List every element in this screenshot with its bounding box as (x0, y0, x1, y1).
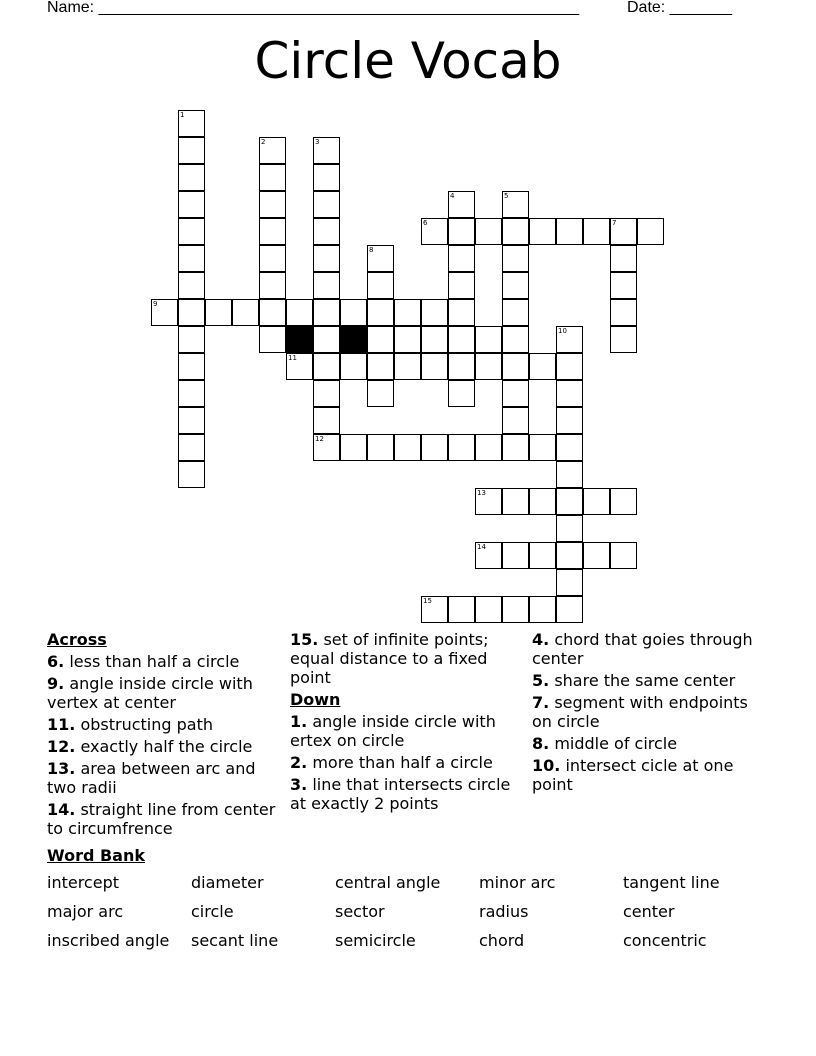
word-bank-heading: Word Bank (47, 846, 146, 865)
clue-number-label: 7 (612, 219, 617, 227)
clue-down-3 (290, 775, 525, 813)
grid-cell[interactable] (313, 218, 340, 245)
grid-cell[interactable] (421, 218, 448, 245)
grid-cell[interactable] (502, 407, 529, 434)
grid-cell[interactable] (232, 299, 259, 326)
clue-text: chord that goies through center (532, 630, 753, 668)
clue-text: middle of circle (554, 734, 678, 753)
word-bank-item: semicircle (335, 931, 416, 950)
grid-cell[interactable] (367, 272, 394, 299)
grid-cell[interactable] (556, 326, 583, 353)
grid-cell[interactable] (529, 596, 556, 623)
grid-cell[interactable] (313, 434, 340, 461)
grid-cell[interactable] (421, 434, 448, 461)
grid-cell[interactable] (475, 488, 502, 515)
clue-number: 9. (47, 674, 65, 693)
grid-cell[interactable] (259, 299, 286, 326)
grid-cell[interactable] (556, 218, 583, 245)
clue-number: 3. (290, 775, 308, 794)
grid-cell[interactable] (394, 434, 421, 461)
grid-cell[interactable] (529, 218, 556, 245)
grid-cell[interactable] (448, 218, 475, 245)
clue-across-12 (47, 737, 282, 756)
grid-cell[interactable] (421, 299, 448, 326)
clue-across-14 (47, 800, 282, 838)
grid-cell[interactable] (367, 245, 394, 272)
grid-cell[interactable] (205, 299, 232, 326)
grid-cell[interactable] (556, 461, 583, 488)
word-bank-item: circle (191, 902, 234, 921)
grid-cell[interactable] (286, 353, 313, 380)
clue-number: 8. (532, 734, 550, 753)
grid-cell[interactable] (151, 299, 178, 326)
grid-cell[interactable] (367, 326, 394, 353)
clue-text: more than half a circle (312, 753, 493, 772)
clue-number-label: 3 (315, 138, 320, 146)
grid-cell[interactable] (556, 515, 583, 542)
grid-cell[interactable] (502, 191, 529, 218)
grid-cell[interactable] (178, 461, 205, 488)
word-bank-item: intercept (47, 873, 119, 892)
down-heading: Down (290, 690, 341, 709)
grid-cell[interactable] (367, 299, 394, 326)
word-bank-item: concentric (623, 931, 707, 950)
grid-cell[interactable] (259, 272, 286, 299)
grid-cell[interactable] (394, 353, 421, 380)
clue-number-label: 11 (288, 354, 297, 362)
clue-number-label: 8 (369, 246, 374, 254)
clue-number: 14. (47, 800, 76, 819)
grid-cell[interactable] (637, 218, 664, 245)
grid-cell[interactable] (610, 218, 637, 245)
grid-cell[interactable] (556, 353, 583, 380)
grid-cell[interactable] (610, 488, 637, 515)
grid-cell[interactable] (502, 542, 529, 569)
grid-cell[interactable] (529, 353, 556, 380)
clue-text: line that intersects circle at exactly 2 points (290, 775, 511, 813)
grid-cell[interactable] (556, 488, 583, 515)
grid-cell[interactable] (448, 191, 475, 218)
grid-cell[interactable] (178, 299, 205, 326)
grid-cell[interactable] (421, 353, 448, 380)
word-bank-item: chord (479, 931, 525, 950)
grid-cell[interactable] (529, 434, 556, 461)
grid-cell[interactable] (448, 272, 475, 299)
clue-text: angle inside circle with vertex at center (47, 674, 253, 712)
grid-cell[interactable] (178, 434, 205, 461)
clue-across-13 (47, 759, 282, 797)
grid-cell[interactable] (178, 326, 205, 353)
grid-cell[interactable] (556, 380, 583, 407)
clue-number: 5. (532, 671, 550, 690)
grid-cell[interactable] (178, 380, 205, 407)
clue-number: 10. (532, 756, 561, 775)
word-bank-item: central angle (335, 873, 441, 892)
clue-number: 4. (532, 630, 550, 649)
grid-cell[interactable] (502, 272, 529, 299)
grid-cell[interactable] (178, 164, 205, 191)
clue-column-1 (47, 630, 282, 841)
grid-cell[interactable] (367, 434, 394, 461)
grid-cell[interactable] (313, 353, 340, 380)
grid-cell[interactable] (313, 272, 340, 299)
grid-cell[interactable] (502, 245, 529, 272)
grid-cell[interactable] (259, 164, 286, 191)
grid-cell[interactable] (286, 299, 313, 326)
clue-number: 2. (290, 753, 308, 772)
grid-cell[interactable] (610, 245, 637, 272)
grid-cell[interactable] (259, 218, 286, 245)
clue-across-6 (47, 652, 282, 671)
grid-cell[interactable] (502, 380, 529, 407)
grid-cell[interactable] (259, 326, 286, 353)
grid-cell[interactable] (475, 353, 502, 380)
word-bank-item: tangent line (623, 873, 720, 892)
grid-cell[interactable] (610, 326, 637, 353)
grid-cell[interactable] (610, 272, 637, 299)
grid-cell[interactable] (313, 407, 340, 434)
clue-number-label: 15 (423, 597, 432, 605)
clue-number: 13. (47, 759, 76, 778)
clue-number-label: 10 (558, 327, 567, 335)
grid-cell[interactable] (394, 299, 421, 326)
grid-cell-blocked (340, 326, 367, 353)
word-bank-item: diameter (191, 873, 264, 892)
clue-number: 11. (47, 715, 76, 734)
clue-down-4 (532, 630, 767, 668)
grid-cell[interactable] (475, 596, 502, 623)
clue-number: 15. (290, 630, 319, 649)
grid-cell[interactable] (178, 407, 205, 434)
clue-number-label: 5 (504, 192, 509, 200)
grid-cell[interactable] (178, 272, 205, 299)
clue-number-label: 14 (477, 543, 486, 551)
grid-cell[interactable] (313, 326, 340, 353)
grid-cell[interactable] (502, 596, 529, 623)
clue-text: angle inside circle with ertex on circle (290, 712, 496, 750)
grid-cell[interactable] (475, 326, 502, 353)
grid-cell[interactable] (475, 434, 502, 461)
clue-text: less than half a circle (69, 652, 240, 671)
grid-cell[interactable] (448, 380, 475, 407)
clue-number-label: 12 (315, 435, 324, 443)
grid-cell[interactable] (340, 299, 367, 326)
date-field[interactable]: Date: _______ (627, 0, 732, 16)
clue-number: 6. (47, 652, 65, 671)
clue-text: share the same center (554, 671, 736, 690)
grid-cell[interactable] (529, 542, 556, 569)
grid-cell[interactable] (340, 353, 367, 380)
across-heading: Across (47, 630, 107, 649)
grid-cell[interactable] (367, 380, 394, 407)
clue-text: intersect cicle at one point (532, 756, 734, 794)
grid-cell[interactable] (313, 299, 340, 326)
grid-cell[interactable] (367, 353, 394, 380)
grid-cell[interactable] (421, 596, 448, 623)
grid-cell[interactable] (502, 434, 529, 461)
grid-cell[interactable] (259, 137, 286, 164)
clue-number-label: 4 (450, 192, 455, 200)
grid-cell[interactable] (448, 326, 475, 353)
grid-cell[interactable] (502, 353, 529, 380)
grid-cell[interactable] (583, 218, 610, 245)
word-bank-item: minor arc (479, 873, 556, 892)
grid-cell[interactable] (556, 542, 583, 569)
grid-cell[interactable] (448, 353, 475, 380)
clue-number-label: 2 (261, 138, 266, 146)
grid-cell[interactable] (448, 596, 475, 623)
word-bank-item: major arc (47, 902, 124, 921)
grid-cell[interactable] (448, 245, 475, 272)
grid-cell[interactable] (475, 218, 502, 245)
clue-text: exactly half the circle (80, 737, 253, 756)
grid-cell[interactable] (448, 299, 475, 326)
grid-cell[interactable] (502, 326, 529, 353)
grid-cell[interactable] (502, 299, 529, 326)
grid-cell[interactable] (610, 299, 637, 326)
grid-cell[interactable] (556, 596, 583, 623)
clue-number-label: 1 (180, 111, 185, 119)
grid-cell[interactable] (556, 569, 583, 596)
page-title: Circle Vocab (254, 32, 562, 90)
clue-number-label: 13 (477, 489, 486, 497)
grid-cell[interactable] (313, 380, 340, 407)
grid-cell[interactable] (502, 218, 529, 245)
grid-cell[interactable] (178, 353, 205, 380)
clue-number: 1. (290, 712, 308, 731)
grid-cell[interactable] (178, 110, 205, 137)
clue-number-label: 6 (423, 219, 428, 227)
grid-cell[interactable] (259, 191, 286, 218)
clue-across-15 (290, 630, 525, 687)
clue-down-5 (532, 671, 767, 690)
grid-cell[interactable] (313, 164, 340, 191)
clue-number: 7. (532, 693, 550, 712)
clue-down-2 (290, 753, 525, 772)
grid-cell[interactable] (394, 326, 421, 353)
clue-text: segment with endpoints on circle (532, 693, 748, 731)
grid-cell[interactable] (529, 488, 556, 515)
grid-cell[interactable] (583, 488, 610, 515)
clue-down-1 (290, 712, 525, 750)
grid-cell[interactable] (421, 326, 448, 353)
clue-down-8 (532, 734, 767, 753)
clue-text: area between arc and two radii (47, 759, 256, 797)
clue-across-11 (47, 715, 282, 734)
grid-cell[interactable] (583, 542, 610, 569)
grid-cell[interactable] (313, 191, 340, 218)
grid-cell[interactable] (502, 488, 529, 515)
grid-cell[interactable] (178, 191, 205, 218)
clue-number: 12. (47, 737, 76, 756)
clue-down-7 (532, 693, 767, 731)
grid-cell[interactable] (259, 245, 286, 272)
word-bank-item: secant line (191, 931, 279, 950)
name-field[interactable]: Name: ______________________________________________________ (47, 0, 580, 16)
clue-text: straight line from center to circumfrence (47, 800, 276, 838)
grid-cell[interactable] (178, 137, 205, 164)
grid-cell[interactable] (313, 245, 340, 272)
grid-cell[interactable] (340, 434, 367, 461)
grid-cell[interactable] (178, 218, 205, 245)
clue-column-3 (532, 630, 767, 797)
word-bank-item: sector (335, 902, 385, 921)
clue-text: obstructing path (80, 715, 213, 734)
word-bank-item: center (623, 902, 675, 921)
grid-cell[interactable] (448, 434, 475, 461)
grid-cell[interactable] (556, 434, 583, 461)
grid-cell[interactable] (475, 542, 502, 569)
grid-cell[interactable] (313, 137, 340, 164)
clue-down-10 (532, 756, 767, 794)
word-bank-item: radius (479, 902, 529, 921)
grid-cell[interactable] (610, 542, 637, 569)
grid-cell[interactable] (556, 407, 583, 434)
clue-text: set of infinite points; equal distance to a fixed point (290, 630, 489, 687)
clue-across-9 (47, 674, 282, 712)
grid-cell-blocked (286, 326, 313, 353)
clue-column-2 (290, 630, 525, 816)
clue-number-label: 9 (153, 300, 158, 308)
grid-cell[interactable] (178, 245, 205, 272)
word-bank-item: inscribed angle (47, 931, 170, 950)
